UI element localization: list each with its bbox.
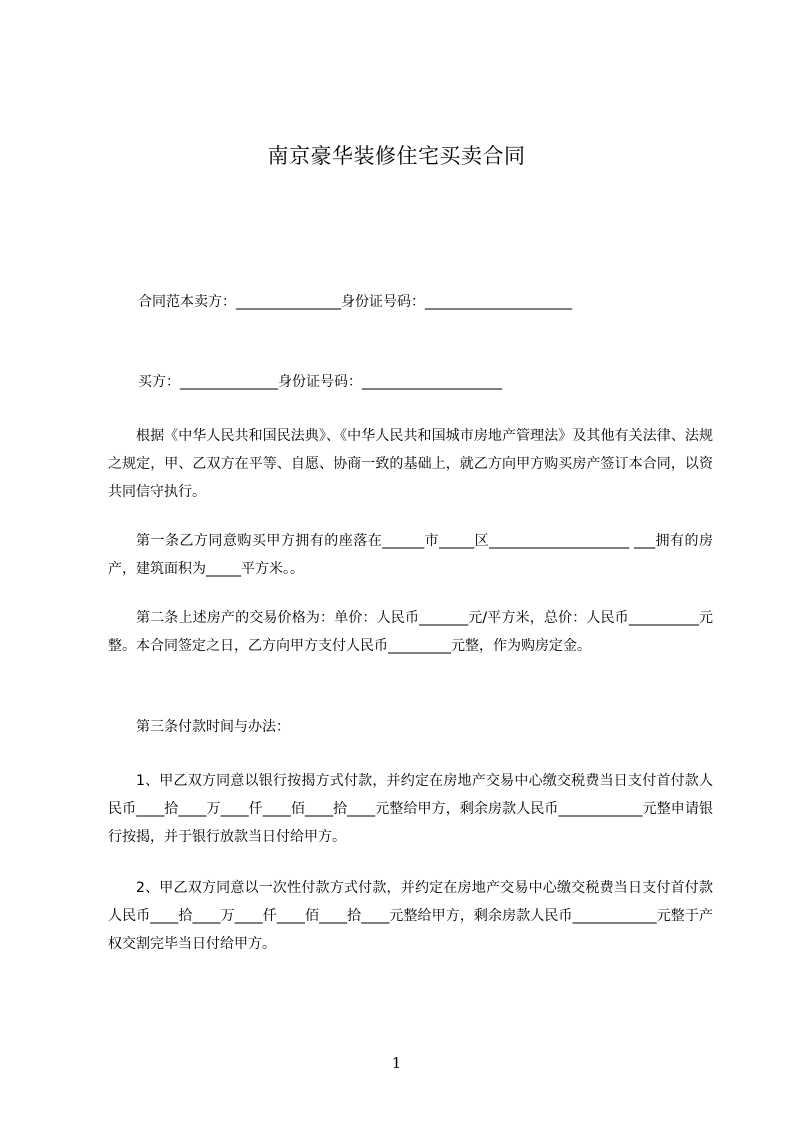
- buyer-line: 买方：______________身份证号码：____________________: [138, 374, 502, 390]
- page-number: 1: [391, 1054, 402, 1072]
- payment-clause-2: 2、甲乙双方同意以一次性付款方式付款，并约定在房地产交易中心缴交税费当日支付首付款人民币____拾____万____仟____佰____拾____元整给甲方，剩余房款人民币____________元整于产权交割完毕当日付给甲方。: [108, 880, 713, 952]
- contract-title: 南京豪华装修住宅买卖合同: [267, 144, 526, 168]
- article-2-paragraph: 第二条上述房产的交易价格为：单价：人民币_______元/平方米，总价：人民币__________元整。本合同签定之日，乙方向甲方支付人民币_________元整，作为购房定金。: [108, 610, 713, 654]
- article-3-heading: 第三条付款时间与办法：: [136, 719, 290, 735]
- seller-line: 合同范本卖方：_______________身份证号码：_____________________: [138, 294, 572, 310]
- article-1-paragraph: 第一条乙方同意购买甲方拥有的座落在______市_____区____________________ ___拥有的房产，建筑面积为_____平方米。。: [108, 533, 713, 577]
- preamble-paragraph: 根据《中华人民共和国民法典》、《中华人民共和国城市房地产管理法》及其他有关法律、法规之规定，甲、乙双方在平等、自愿、协商一致的基础上，就乙方向甲方购买房产签订本合同，以资共同信守执行。: [108, 428, 713, 500]
- payment-clause-1: 1、甲乙双方同意以银行按揭方式付款，并约定在房地产交易中心缴交税费当日支付首付款人民币____拾____万____仟____佰____拾____元整给甲方，剩余房款人民币____________元整申请银行按揭，并于银行放款当日付给甲方。: [108, 773, 713, 845]
